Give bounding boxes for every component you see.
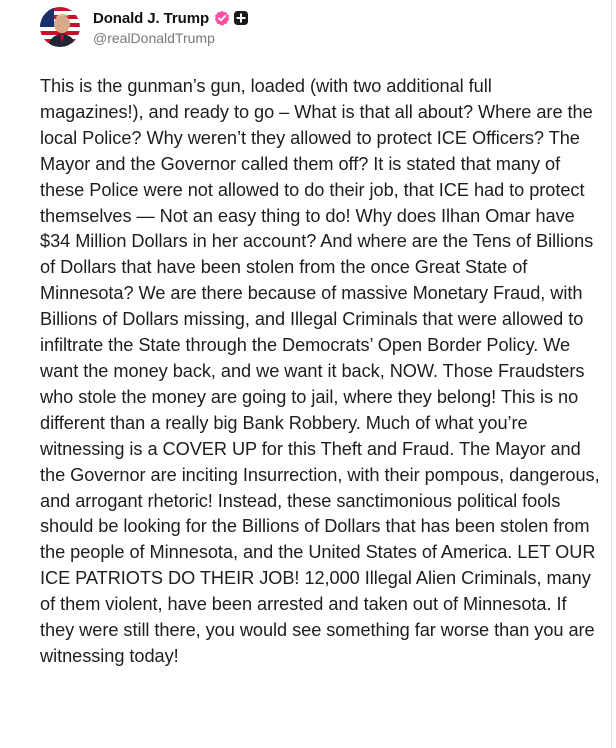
plus-square-icon: [233, 10, 249, 26]
user-avatar-icon: [40, 7, 80, 47]
author-names: [93, 8, 249, 46]
author-handle[interactable]: @realDonaldTrump: [93, 30, 215, 46]
post-body-text: This is the gunman’s gun, loaded (with two additional full magazines!), and ready to go – What is that all about? Where are the local Police? Why weren’t they allowed to protect ICE Officers? The Mayor and the Governor called them off? It is stated that many of these Police were not allowed to do their job, that ICE had to protect themselves — Not an easy thing to do! Why does Ilhan Omar have $34 Million Dollars in her account? And where are the Tens of Billions of Dollars that have been stolen from the once Great State of Minnesota? We are there because of massive Monetary Fraud, with Billions of Dollars missing, and Illegal Criminals that were allowed to infiltrate the State through the Democrats’ Open Border Policy. We want the money back, and we want it back, NOW. Those Fraudsters who stole the money are going to jail, where they belong! This is no different than a really big Bank Robbery. Much of what you’re witnessing is a COVER UP for this Theft and Fraud. The Mayor and the Governor are inciting Insurrection, with their pompous, dangerous, and arrogant rhetoric! Instead, these sanctimonious political fools should be looking for the Billions of Dollars that has been stolen from the people of Minnesota, and the United States of America. LET OUR ICE PATRIOTS DO THEIR JOB! 12,000 Illegal Alien Criminals, many of them violent, have been arrested and taken out of Minnesota. If they were still there, you would see something far worse than you are witnessing today!: [40, 76, 600, 666]
post-header: [40, 6, 249, 48]
avatar[interactable]: [40, 7, 80, 47]
verified-badge-icon: [214, 10, 230, 26]
display-name[interactable]: Donald J. Trump: [93, 9, 210, 27]
name-row: [93, 8, 249, 28]
column-divider: [611, 0, 612, 748]
